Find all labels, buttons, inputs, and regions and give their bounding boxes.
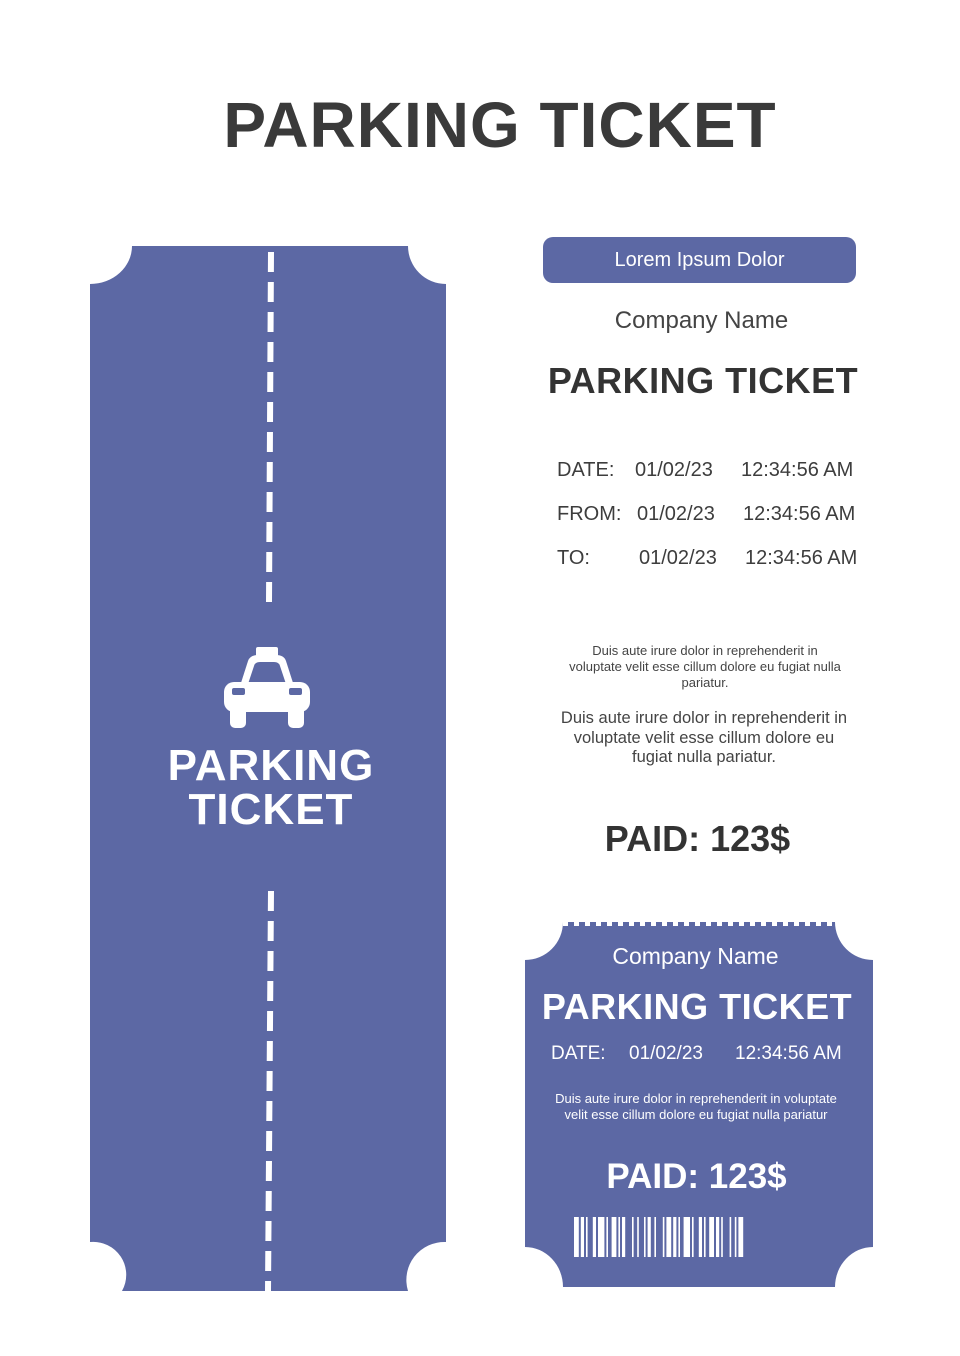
row-label: FROM: — [557, 503, 622, 525]
bottom-paid-amount: PAID: 123$ — [606, 1157, 787, 1196]
row-time: 12:34:56 AM — [735, 1043, 842, 1064]
bottom-date-row — [551, 1043, 861, 1071]
stub-title-line1: PARKING — [167, 741, 375, 790]
taxi-icon — [222, 646, 312, 730]
row-time: 12:34:56 AM — [745, 547, 858, 569]
description: Duis aute irure dolor in reprehenderit in voluptate velit esse cillum dolore eu fugiat nulla pariatur. — [560, 709, 848, 766]
row-label: TO: — [557, 547, 590, 569]
row-time: 12:34:56 AM — [741, 459, 854, 481]
bottom-fine-print: Duis aute irure dolor in reprehenderit in voluptate velit esse cillum dolore eu fugiat nulla pariatur — [555, 1091, 837, 1122]
to-row — [557, 547, 857, 577]
company-name: Company Name — [614, 307, 789, 334]
row-date: 01/02/23 — [639, 547, 717, 569]
row-date: 01/02/23 — [635, 459, 713, 481]
page-title: PARKING TICKET — [223, 89, 777, 161]
row-label: DATE: — [557, 459, 615, 481]
fine-print: Duis aute irure dolor in reprehenderit in voluptate velit esse cillum dolore eu fugiat nulla pariatur. — [569, 643, 841, 690]
bottom-ticket-title: PARKING TICKET — [541, 986, 853, 1027]
row-date: 01/02/23 — [637, 503, 715, 525]
ticket-title: PARKING TICKET — [547, 360, 859, 401]
from-row — [557, 503, 857, 533]
bottom-company-name: Company Name — [612, 943, 779, 969]
stub-title — [90, 741, 452, 834]
header-pill: Lorem Ipsum Dolor — [543, 237, 856, 283]
barcode-icon — [574, 1217, 838, 1257]
stub-title-line2: TICKET — [188, 785, 354, 834]
row-time: 12:34:56 AM — [743, 503, 856, 525]
date-row — [557, 459, 857, 489]
paid-amount: PAID: 123$ — [604, 818, 791, 859]
row-date: 01/02/23 — [629, 1043, 703, 1064]
row-label: DATE: — [551, 1043, 606, 1064]
